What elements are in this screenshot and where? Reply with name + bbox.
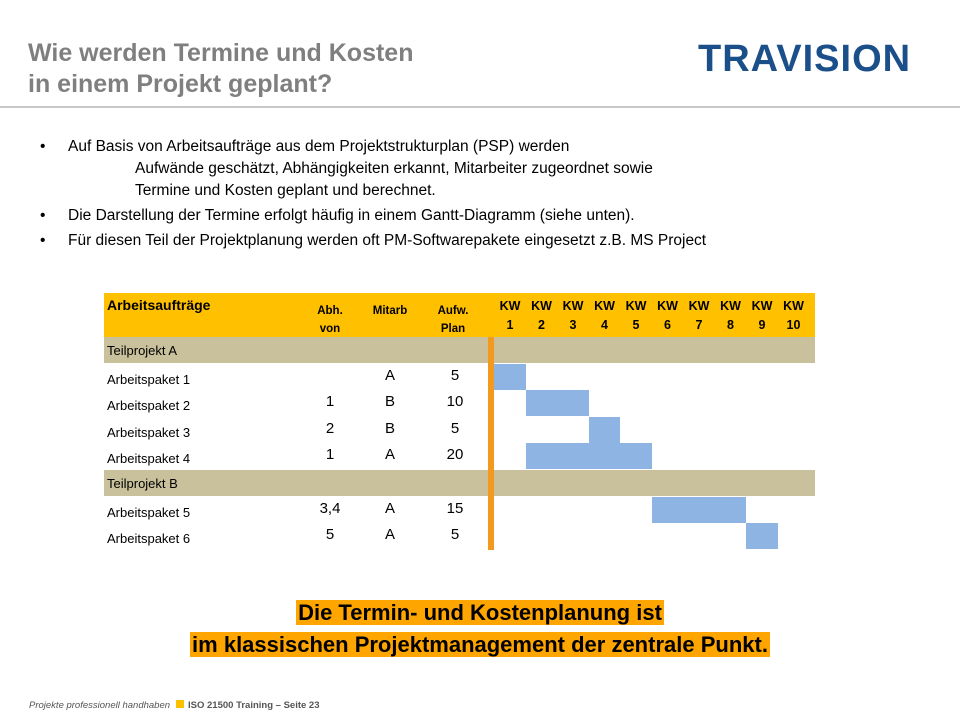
cell-mitarb: A: [384, 366, 395, 384]
cell-mitarb: A: [384, 446, 395, 464]
cell-aufw: 5: [450, 419, 460, 437]
cell-mitarb: A: [384, 526, 395, 544]
conclusion-line-1: Die Termin- und Kostenplanung ist: [298, 600, 662, 625]
header-kw-4: [589, 297, 621, 335]
header-aufw-line-2: Plan: [440, 323, 466, 335]
cell-aufw: 20: [446, 446, 464, 464]
task-label: Arbeitspaket 5: [107, 504, 191, 520]
kw-prefix: KW: [751, 299, 773, 313]
kw-prefix: KW: [625, 299, 647, 313]
gantt-task-row: [104, 497, 815, 523]
kw-number: 5: [632, 318, 640, 332]
title-line-1: Wie werden Termine und Kosten: [28, 39, 414, 67]
gantt-task-row: [104, 523, 815, 549]
kw-number: 4: [601, 318, 608, 332]
bullet-marker: •: [40, 207, 46, 224]
kw-number: 10: [786, 318, 801, 332]
kw-number: 2: [538, 318, 545, 332]
task-label: Arbeitspaket 2: [107, 398, 191, 414]
task-label: Arbeitspaket 1: [107, 371, 191, 387]
bullet-item-3: [40, 230, 955, 252]
title-divider: [0, 106, 960, 108]
header-kw-10: [778, 297, 810, 335]
header-kw-3: [557, 297, 589, 335]
conclusion-callout: [0, 597, 960, 661]
kw-prefix: KW: [783, 299, 804, 313]
gantt-bar: [494, 364, 526, 390]
kw-prefix: KW: [531, 299, 552, 313]
cell-abh: 3,4: [319, 499, 341, 517]
kw-number: 6: [664, 318, 671, 332]
header-kw-2: [526, 297, 558, 335]
group-label: Teilprojekt B: [107, 476, 178, 491]
kw-number: 7: [695, 318, 703, 332]
gantt-group-row: [104, 337, 815, 363]
header-kw-6: [652, 297, 684, 335]
conclusion-line-2: im klassischen Projektmanagement der zentrale Punkt.: [192, 632, 768, 657]
header-kw-8: [715, 297, 747, 335]
cell-aufw: 5: [450, 366, 460, 384]
cell-abh: 1: [325, 393, 335, 411]
gantt-chart: [104, 293, 815, 550]
task-label: Arbeitspaket 3: [107, 424, 191, 440]
gantt-bar: [589, 417, 621, 443]
gantt-task-row: [104, 417, 815, 443]
gantt-bar: [526, 390, 589, 416]
header-kw-9: [746, 297, 778, 335]
gantt-task-row: [104, 390, 815, 416]
header-kw-7: [683, 297, 715, 335]
header-mitarb: Mitarb: [372, 305, 408, 317]
cell-abh: 5: [325, 526, 335, 544]
cell-aufw: 15: [446, 499, 464, 517]
kw-prefix: KW: [720, 299, 741, 313]
header-aufw-plan: [420, 302, 486, 338]
header-abh-line-1: Abh.: [317, 305, 343, 317]
cell-mitarb: B: [384, 419, 395, 437]
slide-footer: [29, 700, 320, 711]
bullet-1-line-3: Termine und Kosten geplant und berechnet.: [135, 182, 436, 199]
group-label: Teilprojekt A: [107, 343, 178, 358]
gantt-task-row: [104, 443, 815, 469]
header-abh-von: [300, 302, 360, 338]
bullet-3-text: Für diesen Teil der Projektplanung werden oft PM-Softwarepakete eingesetzt z.B. MS Project: [68, 232, 707, 249]
task-label: Arbeitspaket 4: [107, 451, 191, 467]
title-line-2: in einem Projekt geplant?: [28, 70, 333, 98]
cell-abh: 1: [325, 446, 335, 464]
bullet-marker: •: [40, 138, 46, 155]
footer-square-icon: [176, 700, 184, 708]
task-label: Arbeitspaket 6: [107, 531, 191, 547]
header-arbeitsauftraege: Arbeitsaufträge: [107, 297, 211, 313]
gantt-bar: [746, 523, 778, 549]
cell-aufw: 10: [446, 393, 464, 411]
gantt-group-row: [104, 470, 815, 496]
kw-prefix: KW: [499, 299, 521, 313]
slide-title: [28, 38, 413, 100]
bullet-item-2: [40, 205, 955, 227]
bullet-1-line-1: Auf Basis von Arbeitsaufträge aus dem Projektstrukturplan (PSP) werden: [68, 138, 570, 155]
header-abh-line-2: von: [319, 323, 341, 335]
cell-mitarb: B: [384, 393, 395, 411]
cell-mitarb: A: [384, 499, 395, 517]
bullet-2-text: Die Darstellung der Termine erfolgt häufig in einem Gantt-Diagramm (siehe unten).: [68, 207, 635, 224]
header-aufw-line-1: Aufw.: [437, 305, 469, 317]
kw-number: 1: [506, 318, 514, 332]
gantt-task-row: [104, 364, 815, 390]
footer-course-name: Projekte professionell handhaben: [29, 700, 171, 711]
bullet-item-1: [40, 136, 955, 202]
kw-number: 8: [727, 318, 734, 332]
bullet-marker: •: [40, 232, 46, 249]
kw-prefix: KW: [688, 299, 710, 313]
kw-prefix: KW: [594, 299, 615, 313]
kw-number: 9: [758, 318, 766, 332]
kw-prefix: KW: [562, 299, 584, 313]
footer-page-info: ISO 21500 Training – Seite 23: [188, 700, 320, 711]
bullet-1-line-2: Aufwände geschätzt, Abhängigkeiten erkannt, Mitarbeiter zugeordnet sowie: [135, 160, 653, 177]
gantt-header: [104, 293, 815, 337]
gantt-bar: [652, 497, 747, 523]
project-start-line: [488, 337, 494, 550]
travision-logo: TRAVISION: [698, 38, 912, 80]
kw-number: 3: [569, 318, 577, 332]
kw-prefix: KW: [657, 299, 678, 313]
header-kw-1: [494, 297, 526, 335]
header-kw-5: [620, 297, 652, 335]
bullet-list: [40, 136, 955, 255]
cell-aufw: 5: [450, 526, 460, 544]
gantt-bar: [526, 443, 652, 469]
cell-abh: 2: [325, 419, 335, 437]
